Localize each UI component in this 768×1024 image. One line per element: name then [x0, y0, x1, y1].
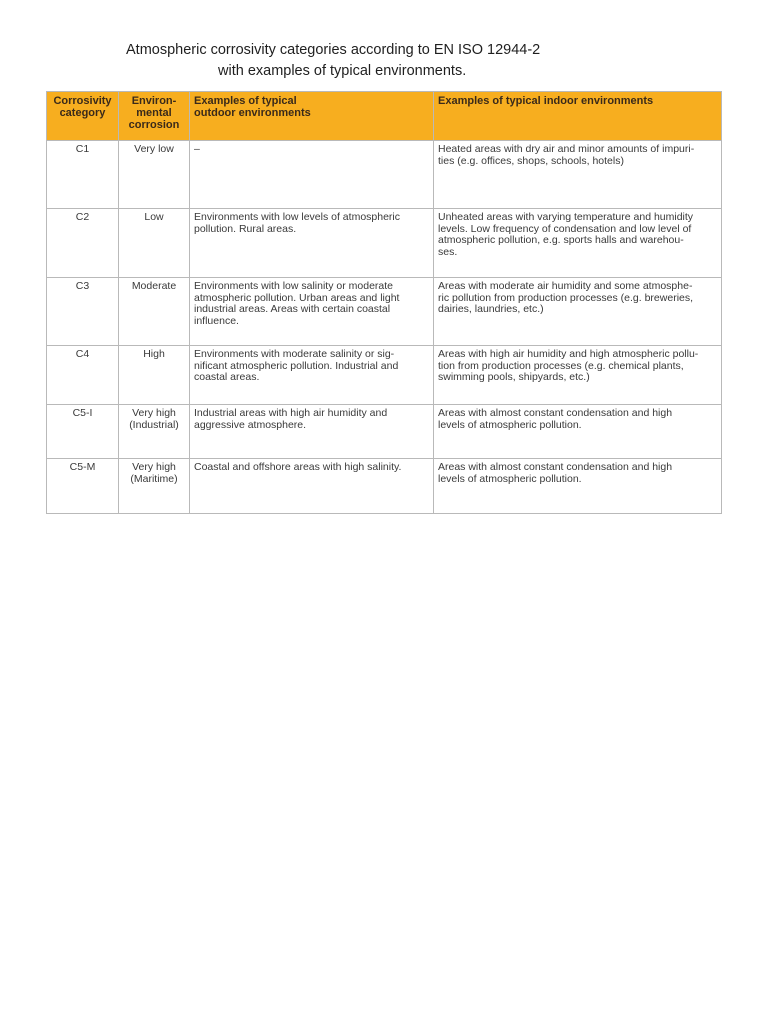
indoor-cell [434, 209, 722, 278]
category-cell [47, 141, 119, 209]
table-row [47, 346, 722, 405]
category-cell [47, 459, 119, 514]
category-text: C5-M [69, 461, 96, 473]
indoor-cell [434, 141, 722, 209]
header-text: Examples of typical indoor environments [438, 95, 654, 107]
outdoor-cell [190, 459, 434, 514]
indoor-text: ties (e.g. offices, shops, schools, hotels) [438, 154, 624, 167]
corrosion-cell [119, 405, 190, 459]
indoor-cell [434, 459, 722, 514]
outdoor-text: – [194, 143, 200, 155]
indoor-text: Areas with almost constant condensation and high [438, 407, 673, 419]
corrosion-cell [119, 346, 190, 405]
header-outdoor-environments [190, 92, 434, 141]
header-text: Corrosivity [53, 95, 112, 107]
title-line-1: Atmospheric corrosivity categories according to EN ISO 12944-2 [126, 42, 541, 58]
corrosion-cell [119, 459, 190, 514]
header-text: corrosion [128, 119, 180, 131]
header-text: Examples of typical [194, 95, 297, 107]
table-row [47, 278, 722, 346]
outdoor-text: pollution. Rural areas. [194, 222, 297, 235]
indoor-text: Areas with moderate air humidity and some atmosphe- [438, 280, 693, 292]
outdoor-cell [190, 209, 434, 278]
header-text: category [59, 107, 106, 119]
corrosion-text: Low [144, 211, 164, 223]
category-text: C1 [75, 143, 90, 155]
outdoor-text: Industrial areas with high air humidity and [194, 407, 388, 419]
outdoor-text: Coastal and offshore areas with high salinity. [194, 461, 402, 473]
outdoor-cell [190, 346, 434, 405]
indoor-text: levels of atmospheric pollution. [438, 472, 582, 485]
indoor-text: Areas with almost constant condensation and high [438, 461, 673, 473]
table-row [47, 209, 722, 278]
table-row [47, 459, 722, 514]
header-text: outdoor environments [194, 107, 311, 119]
indoor-text: Areas with high air humidity and high atmospheric pollu- [438, 348, 699, 360]
indoor-text: Heated areas with dry air and minor amounts of impuri- [438, 143, 695, 155]
outdoor-cell [190, 141, 434, 209]
indoor-text: atmospheric pollution, e.g. sports halls and warehou- [438, 234, 684, 246]
category-cell [47, 405, 119, 459]
header-environmental-corrosion [119, 92, 190, 141]
corrosion-text: Very high [132, 407, 176, 419]
outdoor-text: Environments with low levels of atmospheric [194, 211, 401, 223]
corrosion-text: Moderate [131, 280, 177, 292]
category-cell [47, 346, 119, 405]
category-text: C3 [75, 280, 90, 292]
outdoor-text: industrial areas. Areas with certain coastal [194, 303, 391, 315]
header-text: mental [136, 107, 172, 119]
corrosion-text: Very high [132, 461, 176, 473]
header-indoor-environments [434, 92, 722, 141]
outdoor-text: atmospheric pollution. Urban areas and light [194, 291, 400, 304]
indoor-text: swimming pools, shipyards, etc.) [438, 371, 590, 383]
indoor-text: Unheated areas with varying temperature and humidity [438, 211, 694, 223]
header-text: Environ- [131, 95, 177, 107]
corrosion-text: (Industrial) [129, 418, 179, 431]
corrosion-cell [119, 278, 190, 346]
outdoor-text: influence. [194, 314, 239, 327]
category-text: C4 [75, 348, 90, 360]
outdoor-text: aggressive atmosphere. [194, 418, 307, 431]
indoor-text: dairies, laundries, etc.) [438, 303, 544, 315]
outdoor-cell [190, 405, 434, 459]
category-cell [47, 278, 119, 346]
table-header-row [47, 92, 722, 141]
category-text: C5-I [72, 407, 93, 419]
indoor-text: tion from production processes (e.g. chemical plants, [438, 359, 684, 372]
outdoor-text: Environments with low salinity or moderate [194, 280, 393, 292]
indoor-cell [434, 405, 722, 459]
table-row [47, 141, 722, 209]
outdoor-text: Environments with moderate salinity or sig- [194, 348, 395, 360]
category-cell [47, 209, 119, 278]
corrosivity-table [46, 91, 722, 514]
indoor-cell [434, 278, 722, 346]
corrosion-cell [119, 141, 190, 209]
outdoor-text: coastal areas. [194, 371, 260, 383]
title-line-2: with examples of typical environments. [218, 63, 467, 79]
corrosion-cell [119, 209, 190, 278]
header-corrosivity-category [47, 92, 119, 141]
indoor-text: levels of atmospheric pollution. [438, 418, 582, 431]
outdoor-text: nificant atmospheric pollution. Industrial and [194, 359, 399, 372]
indoor-text: levels. Low frequency of condensation and low level of [438, 222, 692, 235]
corrosion-text: Very low [134, 143, 174, 155]
table-row [47, 405, 722, 459]
corrosion-text: (Maritime) [130, 472, 178, 485]
outdoor-cell [190, 278, 434, 346]
indoor-cell [434, 346, 722, 405]
indoor-text: ric pollution from production processes (e.g. breweries, [438, 291, 694, 304]
indoor-text: ses. [438, 245, 458, 258]
corrosion-text: High [143, 348, 165, 360]
category-text: C2 [75, 211, 90, 223]
